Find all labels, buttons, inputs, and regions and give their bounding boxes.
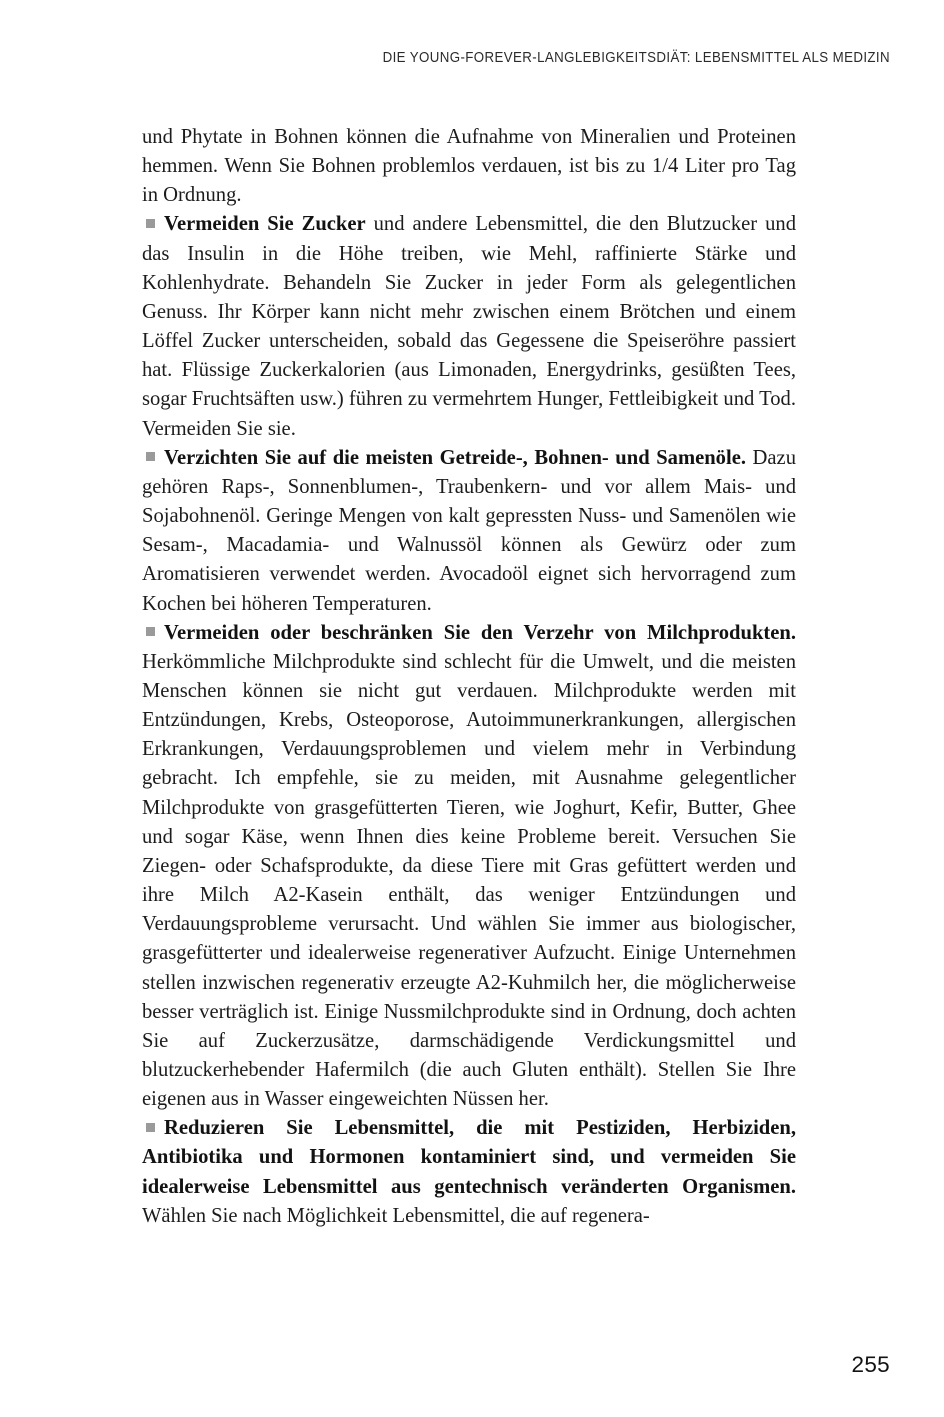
bullet-lead-text: Verzichten Sie auf die meisten Getreide-, Bohnen- und Samenöle.: [164, 446, 746, 469]
paragraph-text: Herkömmliche Milchprodukte sind schlecht für die Umwelt, und die meisten Menschen können sie nicht gut verdauen. Milchprodukte werden mit Entzündungen, Krebs, Osteoporose, Autoimmunerkrankungen, allergischen Erkrankungen, Verdauungsproblemen und vielem mehr in Verbindung gebracht. Ich empfehle, sie zu meiden, mit Ausnahme gelegentlicher Milchprodukte von grasgefütterten Tieren, wie Joghurt, Kefir, Butter, Ghee und sogar Käse, wenn Ihnen dies keine Probleme bereit. Versuchen Sie Ziegen- oder Schafsprodukte, da diese Tiere mit Gras gefüttert werden und ihre Milch A2-Kasein enthält, das weniger Entzündungen und Verdauungsprobleme verursacht. Und wählen Sie immer aus biologischer, grasgefütterter und idealerweise regenerativer Aufzucht. Einige Unternehmen stellen inzwischen regenerativ erzeugte A2-Kuhmilch her, die möglicherweise besser verträglich ist. Einige Nussmilchprodukte sind in Ordnung, doch achten Sie auf Zuckerzusätze, darmschädigende Verdickungsmittel und blutzuckerhebender Hafermilch (die auch Gluten enthält). Stellen Sie Ihre eigenen aus in Wasser eingeweichten Nüssen her.: [142, 650, 796, 1111]
bullet-paragraph-zucker: [142, 210, 796, 443]
bullet-paragraph-milchprodukte: [142, 619, 796, 1115]
bullet-lead-text: Reduzieren Sie Lebensmittel, die mit Pestiziden, Herbiziden, Antibiotika und Hormonen kontaminiert sind, und vermeiden Sie idealerweise Lebensmittel aus gentechnisch veränderten Organismen.: [142, 1117, 796, 1198]
square-bullet-icon: [146, 627, 155, 636]
page-number: 255: [851, 1352, 890, 1377]
paragraph-text: Dazu gehören Raps-, Sonnenblumen-, Traubenkern- und vor allem Mais- und Sojabohnenöl. Geringe Mengen von kalt gepressten Nuss- und Samenölen wie Sesam-, Macadamia- und Walnussöl können als Gewürz oder zum Aromatisieren verwendet werden. Avocadoöl eignet sich hervorragend zum Kochen bei höheren Temperaturen.: [142, 446, 796, 615]
paragraph-text: und Phytate in Bohnen können die Aufnahme von Mineralien und Proteinen hemmen. Wenn Sie Bohnen problemlos verdauen, ist bis zu 1/4 Liter pro Tag in Ordnung.: [142, 126, 796, 207]
square-bullet-icon: [146, 452, 155, 461]
bullet-paragraph-pestizide: [142, 1114, 796, 1231]
square-bullet-icon: [146, 1123, 155, 1132]
square-bullet-icon: [146, 219, 155, 228]
running-head: DIE YOUNG-FOREVER-LANGLEBIGKEITSDIÄT: LEBENSMITTEL ALS MEDIZIN: [382, 50, 890, 66]
bullet-lead-text: Vermeiden oder beschränken Sie den Verzehr von Milchprodukten.: [164, 621, 796, 644]
paragraph-text: und andere Lebensmittel, die den Blutzucker und das Insulin in die Höhe treiben, wie Mehl, raffinierte Stärke und Kohlenhydrate. Behandeln Sie Zucker in jeder Form als gelegentlichen Genuss. Ihr Körper kann nicht mehr zwischen einem Brötchen und einem Löffel Zucker unterscheiden, sobald das Gegessene die Speiseröhre passiert hat. Flüssige Zuckerkalorien (aus Limonaden, Energydrinks, gesüßten Tees, sogar Fruchtsäften usw.) führen zu vermehrtem Hunger, Fettleibigkeit und Tod. Vermeiden Sie sie.: [142, 213, 796, 440]
text-column: [142, 123, 796, 1231]
bullet-lead-text: Vermeiden Sie Zucker: [164, 213, 366, 236]
paragraph-continuation: [142, 123, 796, 210]
paragraph-text: Wählen Sie nach Möglichkeit Lebensmittel, die auf regenera-: [142, 1204, 650, 1227]
bullet-paragraph-oele: [142, 444, 796, 619]
